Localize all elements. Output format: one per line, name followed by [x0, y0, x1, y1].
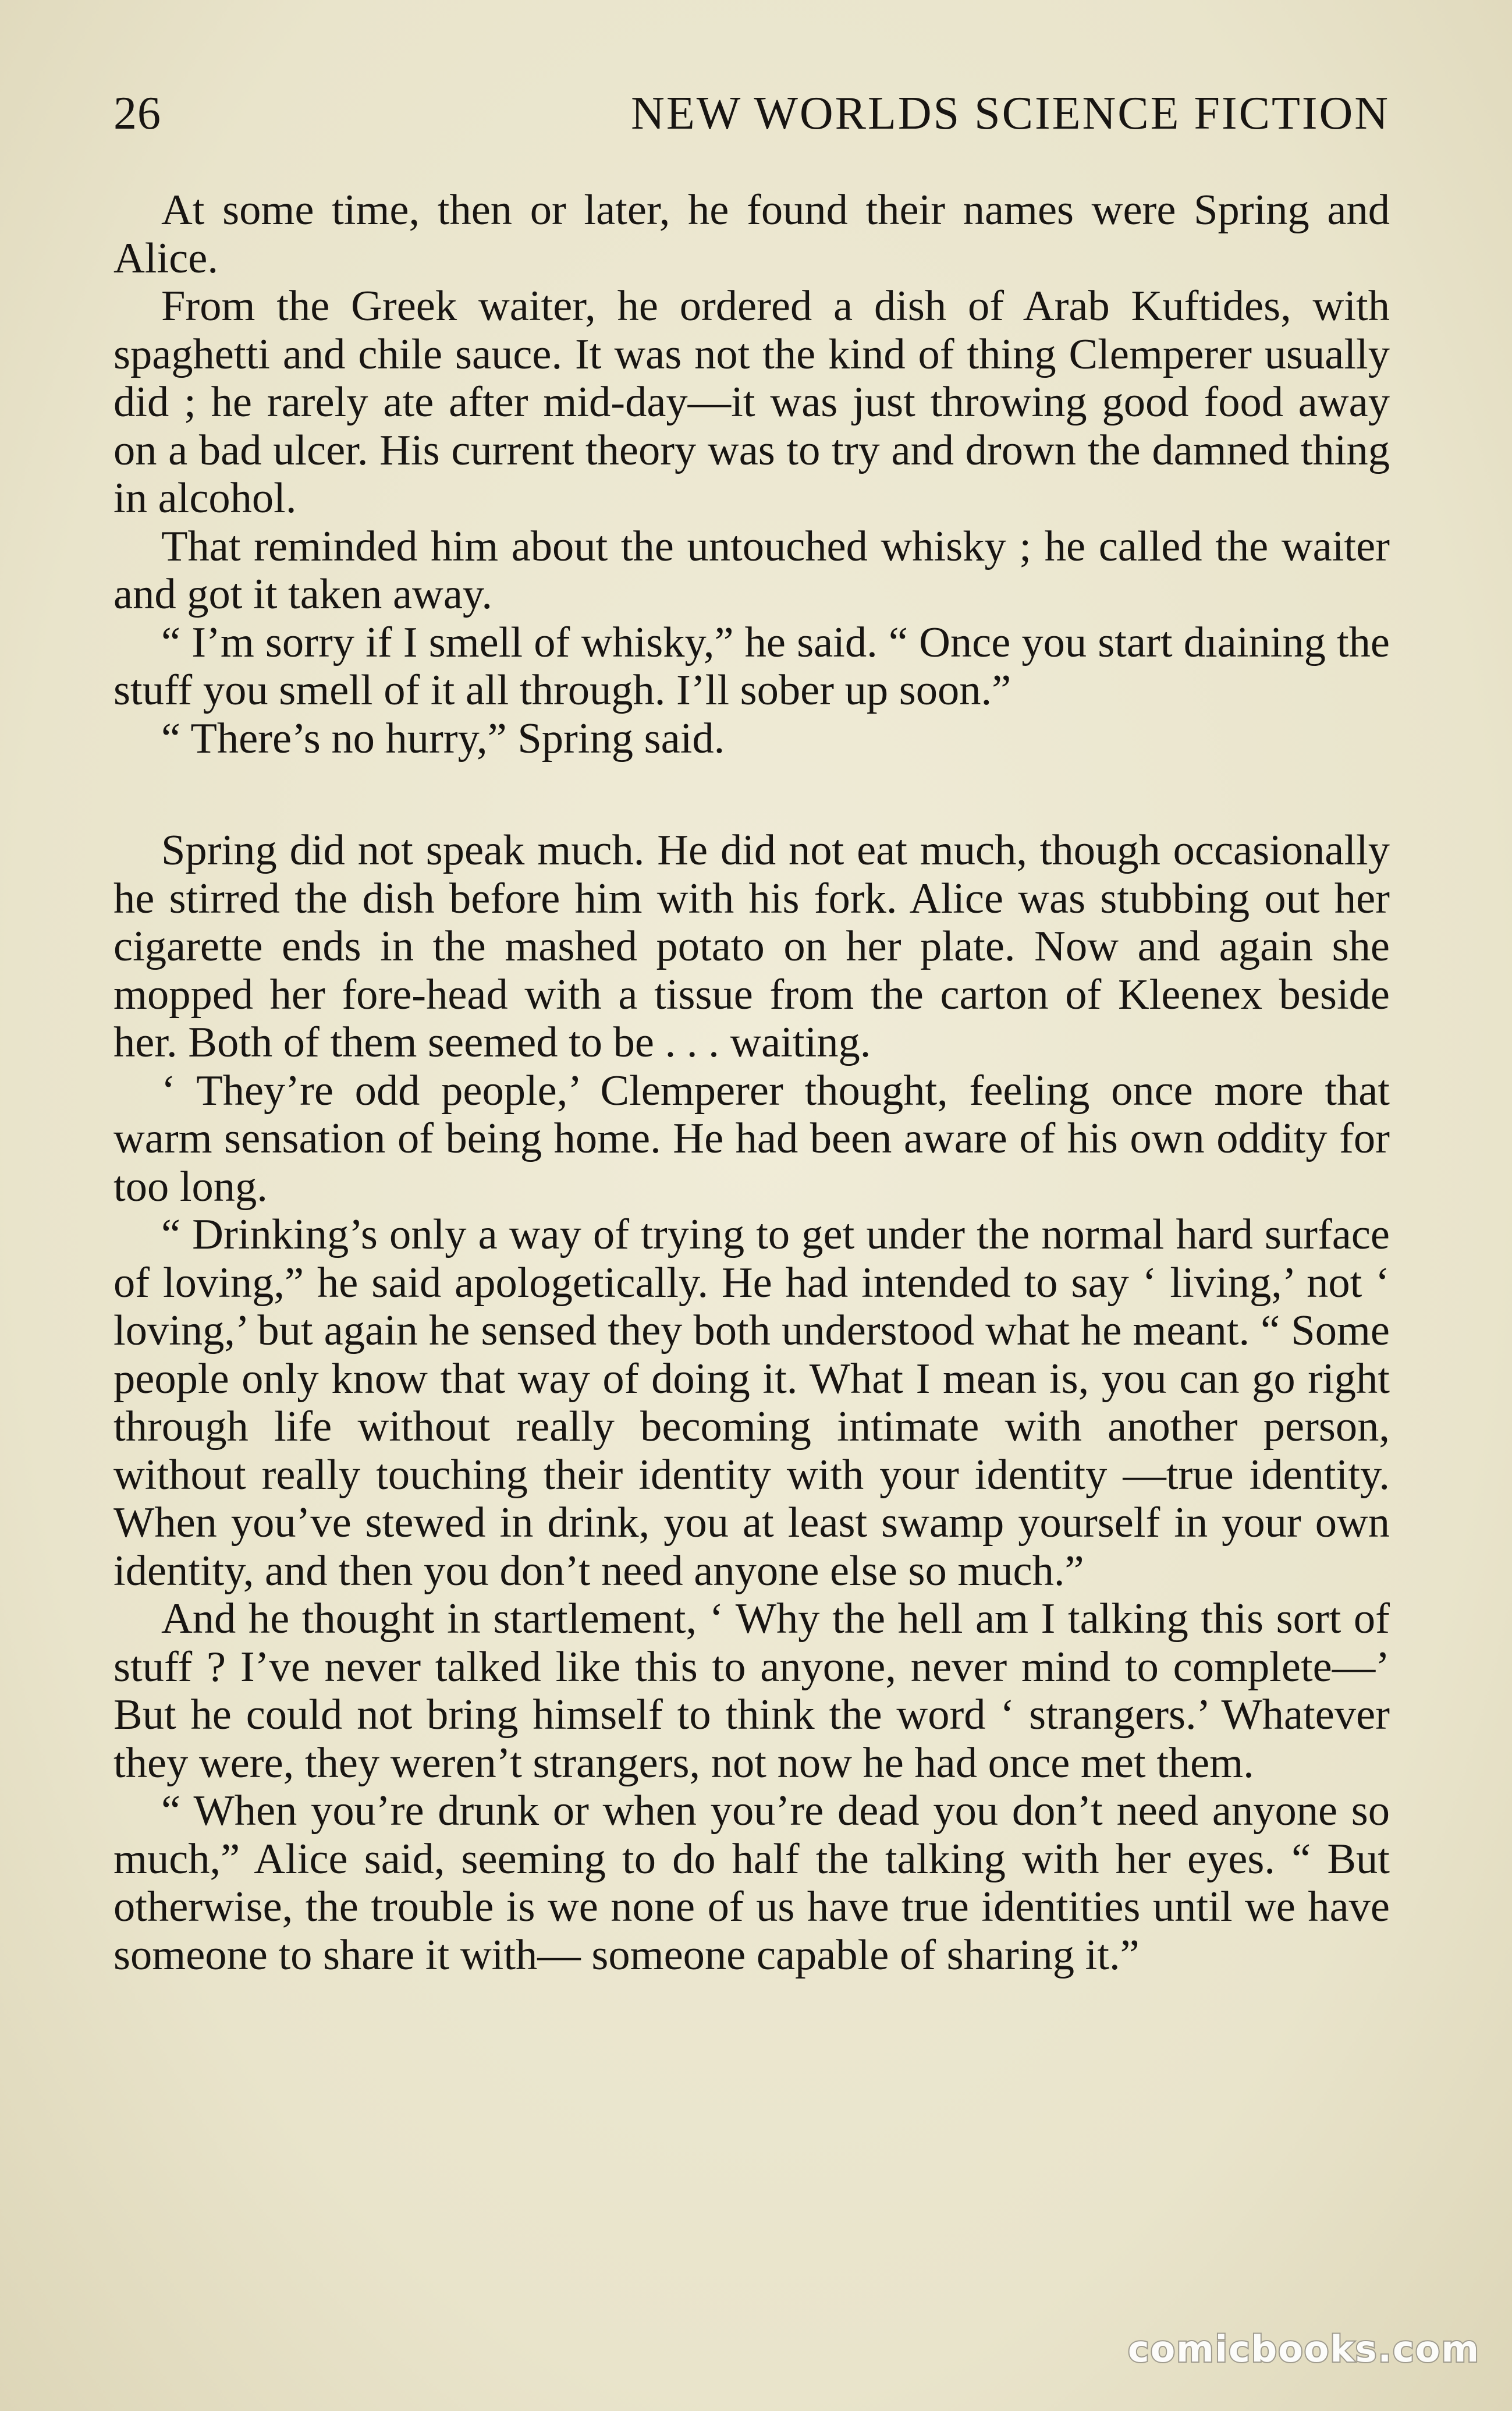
running-header — [113, 87, 1390, 151]
paragraph: And he thought in startlement, ‘ Why the hell am I talking this sort of stuff ? I’ve never talked like this to anyone, never mind to complete—’ But he could not bring himself to think the word ‘ strangers.’ Whatever they were, they weren’t strangers, not now he had once met them. — [113, 1595, 1390, 1787]
paragraph: That reminded him about the untouched whisky ; he called the waiter and got it taken away. — [113, 522, 1390, 618]
paragraph: “ There’s no hurry,” Spring said. — [161, 714, 725, 763]
body-text — [113, 186, 1390, 1979]
paragraph: “ Drinking’s only a way of trying to get under the normal hard surface of loving,” he said apologetically. He had intended to say ‘ living,’ not ‘ loving,’ but again he sensed they both understood what he meant. “ Some people only know that way of doing it. What I mean is, you can go right through life without really becoming intimate with another person, without really touching their identity with your identity —true identity. When you’ve stewed in drink, you at least swamp yourself in your own identity, and then you don’t need anyone else so much.” — [113, 1211, 1390, 1595]
paragraph: “ I’m sorry if I smell of whisky,” he said. “ Once you start dıaining the stuff you smell of it all through. I’ll sober up soon.” — [113, 618, 1390, 714]
page-number: 26 — [113, 88, 161, 139]
section-break — [113, 763, 1390, 827]
paragraph: At some time, then or later, he found their names were Spring and Alice. — [113, 186, 1390, 282]
paragraph: Spring did not speak much. He did not eat much, though occasionally he stirred the dish before him with his fork. Alice was stubbing out her cigarette ends in the mashed potato on her plate. Now and again she mopped her fore-head with a tissue from the carton of Kleenex beside her. Both of them seemed to be . . . waiting. — [113, 827, 1390, 1066]
paragraph: ‘ They’re odd people,’ Clemperer thought, feeling once more that warm sensation of being home. He had been aware of his own oddity for too long. — [113, 1066, 1390, 1211]
paragraph: “ When you’re drunk or when you’re dead you don’t need anyone so much,” Alice said, seeming to do half the talking with her eyes. “ But otherwise, the trouble is we none of us have true identities until we have someone to share it with— someone capable of sharing it.” — [113, 1787, 1390, 1979]
running-title: NEW WORLDS SCIENCE FICTION — [631, 88, 1390, 139]
site-watermark: comicbooks.com — [1127, 2328, 1480, 2370]
paragraph: From the Greek waiter, he ordered a dish of Arab Kuftides, with spaghetti and chile sauce. It was not the kind of thing Clemperer usually did ; he rarely ate after mid-day—it was just throwing good food away on a bad ulcer. His current theory was to try and drown the damned thing in alcohol. — [113, 282, 1390, 522]
